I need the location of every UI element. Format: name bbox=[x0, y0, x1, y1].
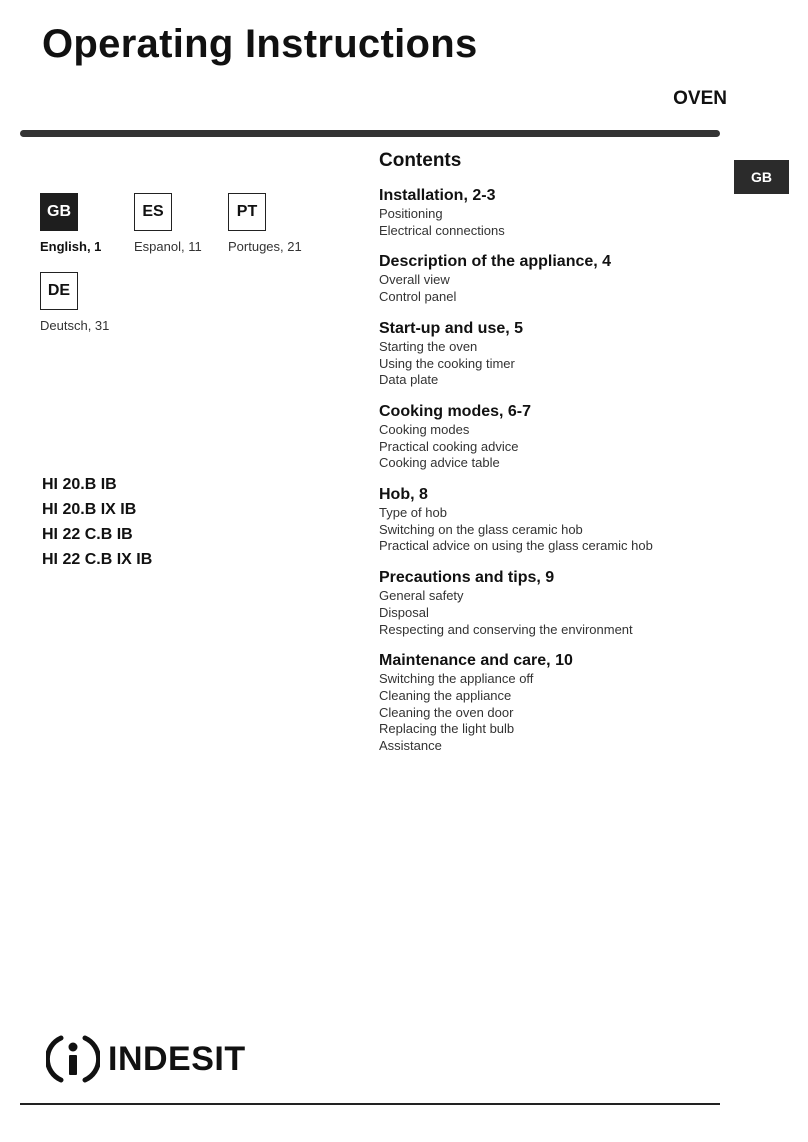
toc-section-title[interactable]: Precautions and tips, 9 bbox=[379, 569, 555, 587]
toc-item[interactable]: Replacing the light bulb bbox=[379, 721, 515, 737]
toc-item[interactable]: Starting the oven bbox=[379, 338, 478, 354]
toc-section-precautions bbox=[379, 568, 719, 638]
language-de[interactable] bbox=[40, 272, 109, 333]
toc-item[interactable]: Cleaning the appliance bbox=[379, 687, 512, 703]
toc-item[interactable]: Practical advice on using the glass ceramic hob bbox=[379, 538, 653, 554]
toc-item[interactable]: Cleaning the oven door bbox=[379, 704, 514, 720]
language-es[interactable] bbox=[134, 193, 202, 254]
language-pt[interactable] bbox=[228, 193, 302, 254]
brand-logo bbox=[46, 1032, 246, 1086]
brand-name: INDESIT bbox=[108, 1039, 246, 1078]
toc-section-title[interactable]: Hob, 8 bbox=[379, 486, 428, 504]
toc-section-title[interactable]: Installation, 2-3 bbox=[379, 187, 496, 204]
toc-section-title[interactable]: Description of the appliance, 4 bbox=[379, 253, 612, 271]
toc-item[interactable]: Type of hob bbox=[379, 505, 447, 521]
document-title: Operating Instructions bbox=[42, 22, 478, 66]
product-type: OVEN bbox=[673, 88, 727, 109]
toc-section-maintenance bbox=[379, 651, 719, 755]
toc-section-hob bbox=[379, 485, 719, 555]
toc-item[interactable]: General safety bbox=[379, 588, 464, 604]
language-gb[interactable] bbox=[40, 193, 101, 254]
language-code-box[interactable]: GB bbox=[40, 193, 78, 231]
toc-item[interactable]: Practical cooking advice bbox=[379, 438, 519, 454]
language-code-box[interactable]: DE bbox=[40, 272, 78, 310]
top-divider bbox=[20, 130, 720, 137]
toc-section-description bbox=[379, 252, 719, 305]
toc-section-cooking-modes bbox=[379, 402, 719, 472]
toc-item[interactable]: Cooking modes bbox=[379, 421, 470, 437]
toc-item[interactable]: Disposal bbox=[379, 604, 429, 620]
toc-item[interactable]: Overall view bbox=[379, 272, 450, 288]
toc-section-startup bbox=[379, 319, 719, 389]
model-item: HI 20.B IX IB bbox=[42, 501, 137, 518]
model-item: HI 22 C.B IX IB bbox=[42, 551, 153, 568]
model-list bbox=[42, 472, 152, 572]
table-of-contents bbox=[379, 150, 719, 768]
toc-item[interactable]: Using the cooking timer bbox=[379, 355, 515, 371]
toc-item[interactable]: Data plate bbox=[379, 372, 439, 388]
indesit-logo-icon bbox=[46, 1032, 100, 1086]
model-item: HI 22 C.B IB bbox=[42, 526, 133, 543]
toc-section-title[interactable]: Maintenance and care, 10 bbox=[379, 652, 573, 670]
language-label: Portuges, 21 bbox=[228, 239, 302, 254]
language-code-box[interactable]: ES bbox=[134, 193, 172, 231]
bottom-divider bbox=[20, 1103, 720, 1105]
toc-section-title[interactable]: Start-up and use, 5 bbox=[379, 319, 524, 337]
language-side-tab: GB bbox=[734, 160, 789, 194]
toc-item[interactable]: Respecting and conserving the environment bbox=[379, 621, 633, 637]
toc-item[interactable]: Cooking advice table bbox=[379, 455, 500, 471]
toc-item[interactable]: Control panel bbox=[379, 289, 457, 305]
toc-item[interactable]: Switching on the glass ceramic hob bbox=[379, 521, 583, 537]
language-label: English, 1 bbox=[40, 239, 102, 254]
toc-section-title[interactable]: Cooking modes, 6-7 bbox=[379, 402, 532, 420]
model-item: HI 20.B IB bbox=[42, 476, 117, 493]
language-label: Espanol, 11 bbox=[134, 239, 202, 254]
language-label: Deutsch, 31 bbox=[40, 318, 110, 333]
toc-item[interactable]: Positioning bbox=[379, 206, 443, 221]
toc-item[interactable]: Assistance bbox=[379, 738, 442, 754]
toc-item[interactable]: Switching the appliance off bbox=[379, 671, 534, 687]
contents-heading: Contents bbox=[379, 150, 462, 171]
toc-item[interactable]: Electrical connections bbox=[379, 222, 505, 238]
toc-section-installation bbox=[379, 186, 719, 239]
language-code-box[interactable]: PT bbox=[228, 193, 266, 231]
